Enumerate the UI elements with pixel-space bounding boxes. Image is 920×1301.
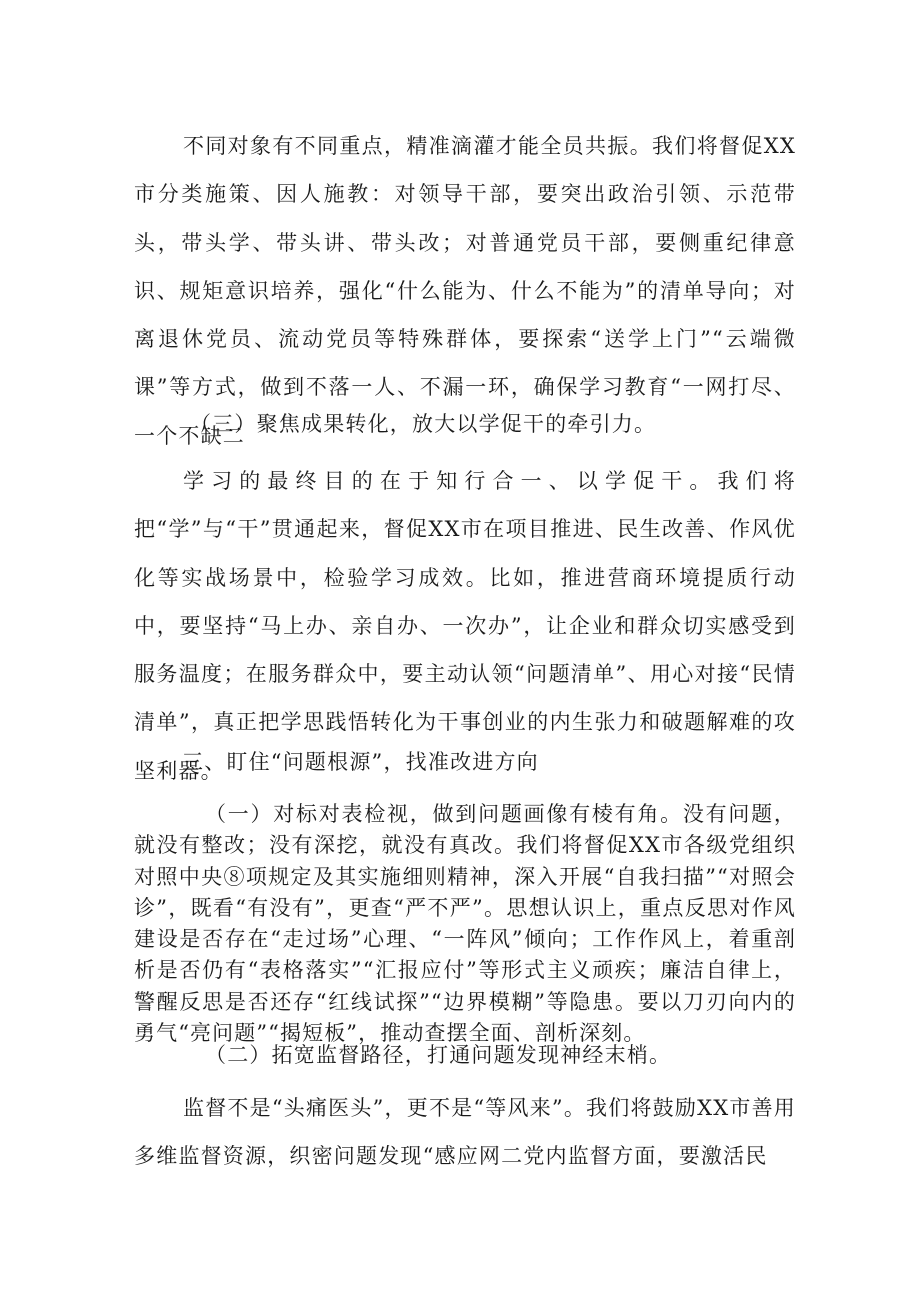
subheading-three: （三）聚焦成果转化，放大以学促干的牵引力。 <box>190 412 657 436</box>
subheading-two: （二）拓宽监督路径，打通问题发现神经末梢。 <box>205 1043 672 1067</box>
paragraph-self-inspection: （一）对标对表检视，做到问题画像有棱有角。没有问题，就没有整改；没有深挖，就没有真改。我们将督促XX市各级党组织对照中央⑧项规定及其实施细则精神，深入开展“自我扫描”“对照会诊”，既看“有没有”，更查“严不严”。思想认识上，重点反思对作风建设是否存在“走过场”心理、“一阵风”倾向；工作作风上，着重剖析是否仍有“表格落实”“汇报应付”等形式主义顽疾；廉洁自律上，警醒反思是否还存“红线试探”“边界模糊”等隐患。要以刀刃向内的勇气“亮问题”“揭短板”，推动查摆全面、剖析深刻。 <box>134 802 796 1046</box>
paragraph-learning-to-action: 学习的最终目的在于知行合一、以学促干。我们将把“学”与“干”贯通起来，督促XX市在项目推进、民生改善、作风优化等实战场景中，检验学习成效。比如，推进营商环境提质行动中，要坚持“马上办、亲自办、一次办”，让企业和群众切实感受到服务温度；在服务群众中，要主动认领“问题清单”、用心对接“民情清单”，真正把学思践悟转化为干事创业的内生张力和破题解难的攻坚利器。 <box>134 469 796 783</box>
section-heading-three: 三、盯住“问题根源”，找准改进方向 <box>182 750 539 774</box>
paragraph-targeted-education: 不同对象有不同重点，精准滴灌才能全员共振。我们将督促XX市分类施策、因人施教：对领导干部，要突出政治引领、示范带头，带头学、带头讲、带头改；对普通党员干部，要侧重纪律意识、规矩意识培养，强化“什么能为、什么不能为”的清单导向；对离退休党员、流动党员等特殊群体，要探索“送学上门”“云端微课”等方式，做到不落一人、不漏一环，确保学习教育“一网打尽、一个不缺二 <box>134 134 796 448</box>
paragraph-supervision: 监督不是“头痛医头”，更不是“等风来”。我们将鼓励XX市善用多维监督资源，织密问题发现“感应网二党内监督方面，要激活民 <box>134 1096 796 1169</box>
